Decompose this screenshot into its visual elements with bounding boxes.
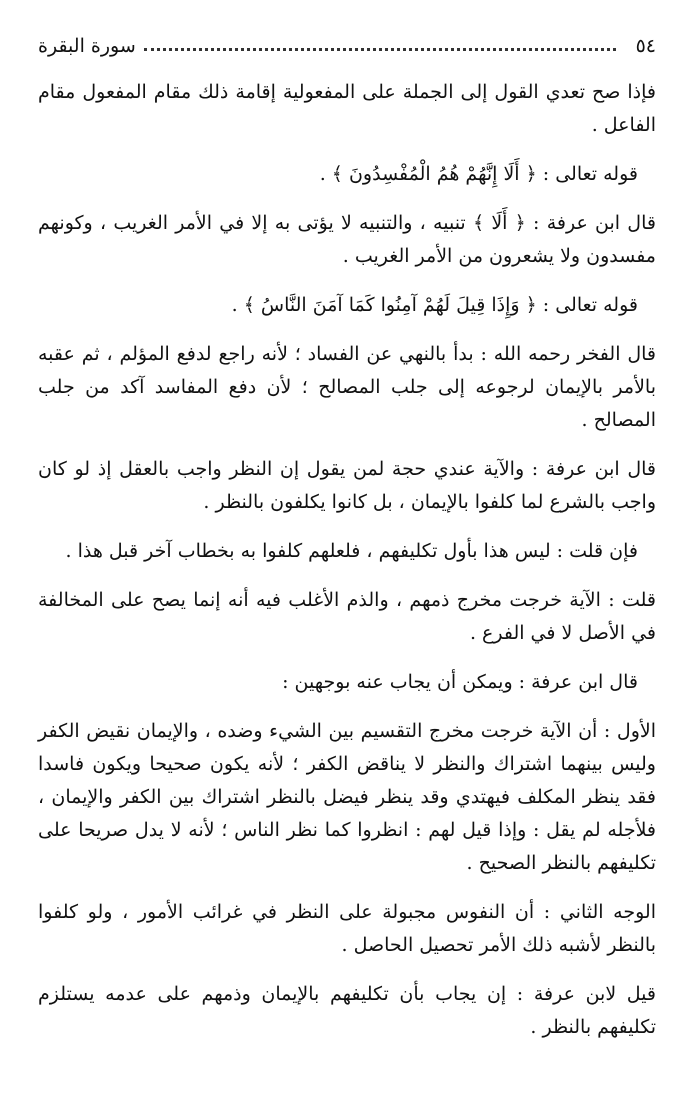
page-body: [38, 76, 656, 1060]
paragraph-1: فإذا صح تعدي القول إلى الجملة على المفعولية إقامة ذلك مقام المفعول مقام الفاعل .: [38, 81, 656, 136]
paragraph-10: الأول : أن الآية خرجت مخرج التقسيم بين الشيء وضده ، والإيمان نقيض الكفر وليس بينهما اشتراك والنظر لا يناقض الكفر ؛ لأنه يكون صحيحا ويكون فاسدا فقد ينظر المكلف فيهتدي وقد ينظر فيضل بالنظر اشتراك بين الكفر والإيمان ، فلأجله لم يقل : وإذا قيل لهم : انظروا كما نظر الناس ؛ لأنه لا يدل صريحا على تكليفهم بالنظر الصحيح .: [38, 720, 656, 874]
surah-title: سورة البقرة: [38, 35, 136, 57]
paragraph-11: الوجه الثاني : أن النفوس مجبولة على النظر في غرائب الأمور ، ولو كلفوا بالنظر لأشبه ذلك الأمر تحصيل الحاصل .: [38, 901, 656, 956]
paragraph-5: قال الفخر رحمه الله : بدأ بالنهي عن الفساد ؛ لأنه راجع لدفع المؤلم ، ثم عقبه بالأمر بالإيمان لرجوعه إلى جلب المصالح ؛ لأن دفع المفاسد آكد من جلب المصالح .: [38, 343, 656, 431]
paragraph-9: قال ابن عرفة : ويمكن أن يجاب عنه بوجهين :: [282, 671, 638, 693]
page-header: [38, 28, 656, 64]
paragraph-7: فإن قلت : ليس هذا بأول تكليفهم ، فلعلهم كلفوا به بخطاب آخر قبل هذا .: [65, 540, 638, 562]
paragraph-6: قال ابن عرفة : والآية عندي حجة لمن يقول إن النظر واجب بالعقل إذ لو كان واجب بالشرع لما كلفوا بالإيمان ، بل كانوا يكلفون بالنظر .: [38, 458, 656, 513]
paragraph-4: قوله تعالى : ﴿ وَإِذَا قِيلَ لَهُمْ آمِنُوا كَمَا آمَنَ النَّاسُ ﴾ .: [231, 294, 638, 316]
page-number: ٥٤: [635, 35, 656, 57]
paragraph-8: قلت : الآية خرجت مخرج ذمهم ، والذم الأغلب فيه أنه إنما يصح على المخالفة في الأصل لا في الفرع .: [38, 589, 656, 644]
paragraph-3: قال ابن عرفة : ﴿ أَلَا ﴾ تنبيه ، والتنبيه لا يؤتى به إلا في الأمر الغريب ، وكونهم مفسدون ولا يشعرون من الأمر الغريب .: [38, 212, 656, 267]
header-dotted-rule: [144, 48, 616, 51]
paragraph-2: قوله تعالى : ﴿ أَلَا إِنَّهُمْ هُمُ الْمُفْسِدُونَ ﴾ .: [319, 163, 638, 185]
paragraph-12: قيل لابن عرفة : إن يجاب بأن تكليفهم بالإيمان وذمهم على عدمه يستلزم تكليفهم بالنظر .: [38, 983, 656, 1038]
